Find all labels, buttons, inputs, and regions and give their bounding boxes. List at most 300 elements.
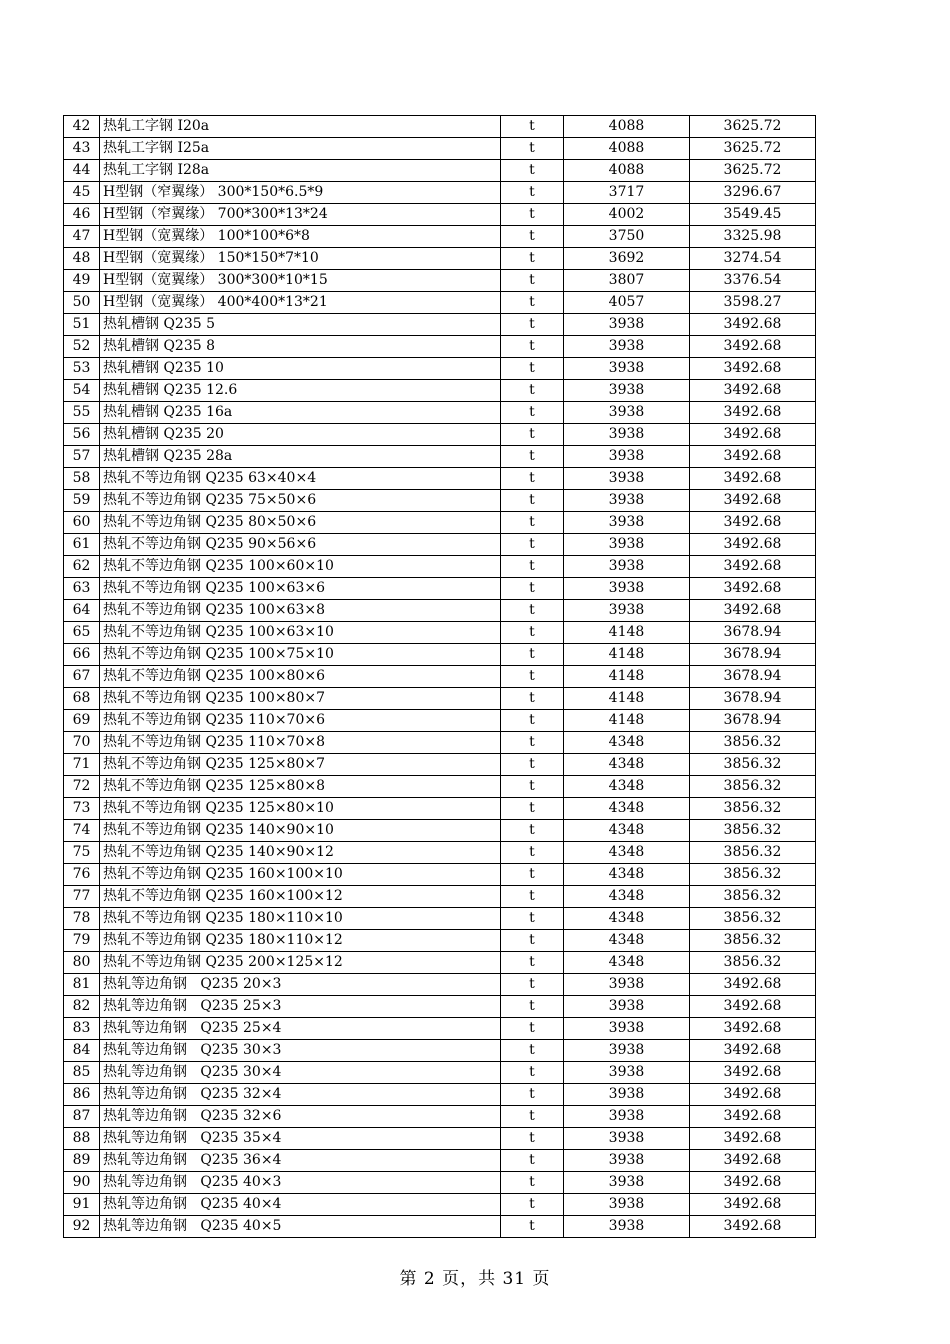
unit-cell: t — [501, 248, 564, 270]
price-tax-exclusive-cell: 3856.32 — [690, 930, 816, 952]
price-tax-exclusive-cell: 3492.68 — [690, 1062, 816, 1084]
row-number-cell: 69 — [64, 710, 100, 732]
table-row — [64, 974, 816, 996]
unit-cell: t — [501, 930, 564, 952]
material-name-cell: 热轧等边角钢 Q235 40×5 — [100, 1216, 501, 1238]
unit-cell: t — [501, 644, 564, 666]
material-name-cell: 热轧等边角钢 Q235 25×3 — [100, 996, 501, 1018]
material-name-cell: 热轧不等边角钢 Q235 125×80×7 — [100, 754, 501, 776]
price-tax-exclusive-cell: 3678.94 — [690, 666, 816, 688]
material-name-cell: H型钢（宽翼缘） 400*400*13*21 — [100, 292, 501, 314]
price-tax-inclusive-cell: 4348 — [564, 930, 690, 952]
unit-cell: t — [501, 292, 564, 314]
table-row — [64, 534, 816, 556]
table-row — [64, 1106, 816, 1128]
table-row — [64, 336, 816, 358]
row-number-cell: 72 — [64, 776, 100, 798]
price-tax-exclusive-cell: 3492.68 — [690, 1040, 816, 1062]
row-number-cell: 50 — [64, 292, 100, 314]
price-tax-exclusive-cell: 3492.68 — [690, 424, 816, 446]
price-tax-inclusive-cell: 4088 — [564, 138, 690, 160]
price-tax-exclusive-cell: 3492.68 — [690, 974, 816, 996]
price-tax-exclusive-cell: 3492.68 — [690, 512, 816, 534]
material-name-cell: 热轧不等边角钢 Q235 180×110×10 — [100, 908, 501, 930]
table-row — [64, 952, 816, 974]
table-row — [64, 930, 816, 952]
price-tax-exclusive-cell: 3856.32 — [690, 820, 816, 842]
price-tax-inclusive-cell: 3938 — [564, 424, 690, 446]
row-number-cell: 52 — [64, 336, 100, 358]
material-name-cell: 热轧槽钢 Q235 8 — [100, 336, 501, 358]
table-row — [64, 798, 816, 820]
material-name-cell: 热轧等边角钢 Q235 35×4 — [100, 1128, 501, 1150]
material-name-cell: H型钢（宽翼缘） 100*100*6*8 — [100, 226, 501, 248]
price-tax-exclusive-cell: 3678.94 — [690, 622, 816, 644]
price-tax-inclusive-cell: 4348 — [564, 798, 690, 820]
price-tax-exclusive-cell: 3492.68 — [690, 1128, 816, 1150]
table-row — [64, 1062, 816, 1084]
table-row — [64, 358, 816, 380]
row-number-cell: 51 — [64, 314, 100, 336]
material-name-cell: H型钢（宽翼缘） 150*150*7*10 — [100, 248, 501, 270]
row-number-cell: 81 — [64, 974, 100, 996]
row-number-cell: 85 — [64, 1062, 100, 1084]
unit-cell: t — [501, 556, 564, 578]
material-name-cell: 热轧槽钢 Q235 12.6 — [100, 380, 501, 402]
unit-cell: t — [501, 688, 564, 710]
material-name-cell: 热轧不等边角钢 Q235 110×70×8 — [100, 732, 501, 754]
price-tax-exclusive-cell: 3492.68 — [690, 1084, 816, 1106]
price-tax-exclusive-cell: 3492.68 — [690, 446, 816, 468]
unit-cell: t — [501, 1150, 564, 1172]
table-row — [64, 1040, 816, 1062]
material-name-cell: 热轧不等边角钢 Q235 100×63×6 — [100, 578, 501, 600]
table-row — [64, 468, 816, 490]
row-number-cell: 80 — [64, 952, 100, 974]
material-name-cell: 热轧不等边角钢 Q235 160×100×12 — [100, 886, 501, 908]
price-tax-inclusive-cell: 3938 — [564, 314, 690, 336]
table-row — [64, 116, 816, 138]
row-number-cell: 54 — [64, 380, 100, 402]
row-number-cell: 82 — [64, 996, 100, 1018]
material-name-cell: 热轧不等边角钢 Q235 200×125×12 — [100, 952, 501, 974]
price-tax-exclusive-cell: 3625.72 — [690, 160, 816, 182]
unit-cell: t — [501, 1106, 564, 1128]
material-name-cell: 热轧等边角钢 Q235 30×3 — [100, 1040, 501, 1062]
table-row — [64, 1194, 816, 1216]
material-name-cell: 热轧等边角钢 Q235 30×4 — [100, 1062, 501, 1084]
price-tax-exclusive-cell: 3492.68 — [690, 1172, 816, 1194]
table-row — [64, 820, 816, 842]
unit-cell: t — [501, 864, 564, 886]
price-tax-inclusive-cell: 4348 — [564, 842, 690, 864]
table-row — [64, 666, 816, 688]
row-number-cell: 48 — [64, 248, 100, 270]
price-tax-exclusive-cell: 3678.94 — [690, 644, 816, 666]
unit-cell: t — [501, 776, 564, 798]
price-tax-exclusive-cell: 3274.54 — [690, 248, 816, 270]
price-tax-inclusive-cell: 3938 — [564, 974, 690, 996]
price-tax-exclusive-cell: 3492.68 — [690, 314, 816, 336]
row-number-cell: 62 — [64, 556, 100, 578]
unit-cell: t — [501, 160, 564, 182]
unit-cell: t — [501, 138, 564, 160]
row-number-cell: 57 — [64, 446, 100, 468]
price-table-body — [64, 116, 816, 1238]
material-name-cell: 热轧等边角钢 Q235 40×4 — [100, 1194, 501, 1216]
row-number-cell: 61 — [64, 534, 100, 556]
price-tax-inclusive-cell: 3938 — [564, 556, 690, 578]
row-number-cell: 68 — [64, 688, 100, 710]
material-name-cell: 热轧等边角钢 Q235 40×3 — [100, 1172, 501, 1194]
table-row — [64, 446, 816, 468]
table-row — [64, 644, 816, 666]
unit-cell: t — [501, 116, 564, 138]
table-row — [64, 1216, 816, 1238]
price-tax-inclusive-cell: 4148 — [564, 710, 690, 732]
price-tax-exclusive-cell: 3492.68 — [690, 1216, 816, 1238]
page-footer: 第 2 页，共 31 页 — [399, 1269, 551, 1289]
table-row — [64, 600, 816, 622]
unit-cell: t — [501, 226, 564, 248]
unit-cell: t — [501, 732, 564, 754]
row-number-cell: 90 — [64, 1172, 100, 1194]
unit-cell: t — [501, 842, 564, 864]
price-tax-inclusive-cell: 3938 — [564, 1194, 690, 1216]
price-tax-exclusive-cell: 3376.54 — [690, 270, 816, 292]
material-name-cell: 热轧不等边角钢 Q235 100×80×6 — [100, 666, 501, 688]
price-tax-exclusive-cell: 3856.32 — [690, 908, 816, 930]
price-tax-exclusive-cell: 3492.68 — [690, 468, 816, 490]
price-tax-inclusive-cell: 3938 — [564, 358, 690, 380]
row-number-cell: 53 — [64, 358, 100, 380]
price-tax-inclusive-cell: 3692 — [564, 248, 690, 270]
unit-cell: t — [501, 270, 564, 292]
table-row — [64, 402, 816, 424]
price-tax-inclusive-cell: 3938 — [564, 578, 690, 600]
row-number-cell: 70 — [64, 732, 100, 754]
row-number-cell: 56 — [64, 424, 100, 446]
material-name-cell: 热轧等边角钢 Q235 20×3 — [100, 974, 501, 996]
price-tax-exclusive-cell: 3325.98 — [690, 226, 816, 248]
unit-cell: t — [501, 1172, 564, 1194]
row-number-cell: 88 — [64, 1128, 100, 1150]
unit-cell: t — [501, 710, 564, 732]
table-row — [64, 1172, 816, 1194]
table-row — [64, 622, 816, 644]
price-tax-inclusive-cell: 4348 — [564, 732, 690, 754]
price-tax-inclusive-cell: 3938 — [564, 1128, 690, 1150]
row-number-cell: 74 — [64, 820, 100, 842]
price-tax-inclusive-cell: 4088 — [564, 160, 690, 182]
price-tax-inclusive-cell: 3938 — [564, 490, 690, 512]
price-tax-inclusive-cell: 3938 — [564, 600, 690, 622]
price-tax-inclusive-cell: 3938 — [564, 534, 690, 556]
price-tax-inclusive-cell: 3938 — [564, 402, 690, 424]
price-tax-exclusive-cell: 3856.32 — [690, 732, 816, 754]
row-number-cell: 67 — [64, 666, 100, 688]
price-tax-inclusive-cell: 3938 — [564, 380, 690, 402]
price-tax-inclusive-cell: 3938 — [564, 996, 690, 1018]
price-tax-inclusive-cell: 3938 — [564, 1040, 690, 1062]
unit-cell: t — [501, 1216, 564, 1238]
table-row — [64, 996, 816, 1018]
price-tax-inclusive-cell: 3938 — [564, 446, 690, 468]
price-tax-exclusive-cell: 3492.68 — [690, 380, 816, 402]
material-name-cell: 热轧不等边角钢 Q235 180×110×12 — [100, 930, 501, 952]
material-name-cell: 热轧工字钢 I20a — [100, 116, 501, 138]
price-tax-inclusive-cell: 4348 — [564, 754, 690, 776]
material-name-cell: 热轧不等边角钢 Q235 140×90×12 — [100, 842, 501, 864]
table-row — [64, 160, 816, 182]
price-tax-exclusive-cell: 3492.68 — [690, 336, 816, 358]
table-row — [64, 490, 816, 512]
price-tax-exclusive-cell: 3678.94 — [690, 688, 816, 710]
unit-cell: t — [501, 974, 564, 996]
table-row — [64, 424, 816, 446]
unit-cell: t — [501, 622, 564, 644]
table-row — [64, 776, 816, 798]
table-row — [64, 204, 816, 226]
unit-cell: t — [501, 446, 564, 468]
unit-cell: t — [501, 666, 564, 688]
price-tax-exclusive-cell: 3856.32 — [690, 886, 816, 908]
price-tax-inclusive-cell: 3938 — [564, 1062, 690, 1084]
price-tax-exclusive-cell: 3492.68 — [690, 600, 816, 622]
price-tax-inclusive-cell: 3938 — [564, 468, 690, 490]
table-row — [64, 556, 816, 578]
unit-cell: t — [501, 1128, 564, 1150]
unit-cell: t — [501, 182, 564, 204]
table-row — [64, 1128, 816, 1150]
row-number-cell: 59 — [64, 490, 100, 512]
row-number-cell: 79 — [64, 930, 100, 952]
unit-cell: t — [501, 1040, 564, 1062]
table-row — [64, 688, 816, 710]
price-tax-inclusive-cell: 4057 — [564, 292, 690, 314]
material-name-cell: 热轧等边角钢 Q235 32×4 — [100, 1084, 501, 1106]
price-tax-inclusive-cell: 4148 — [564, 666, 690, 688]
price-tax-exclusive-cell: 3492.68 — [690, 1106, 816, 1128]
material-name-cell: 热轧不等边角钢 Q235 125×80×10 — [100, 798, 501, 820]
table-row — [64, 182, 816, 204]
table-row — [64, 226, 816, 248]
price-tax-inclusive-cell: 3938 — [564, 1106, 690, 1128]
material-name-cell: 热轧不等边角钢 Q235 100×63×8 — [100, 600, 501, 622]
price-tax-exclusive-cell: 3856.32 — [690, 842, 816, 864]
material-name-cell: 热轧不等边角钢 Q235 100×63×10 — [100, 622, 501, 644]
table-row — [64, 842, 816, 864]
price-tax-exclusive-cell: 3856.32 — [690, 864, 816, 886]
material-name-cell: 热轧槽钢 Q235 16a — [100, 402, 501, 424]
table-row — [64, 270, 816, 292]
price-tax-inclusive-cell: 4348 — [564, 908, 690, 930]
price-tax-inclusive-cell: 3938 — [564, 1084, 690, 1106]
material-name-cell: 热轧工字钢 I25a — [100, 138, 501, 160]
unit-cell: t — [501, 424, 564, 446]
row-number-cell: 92 — [64, 1216, 100, 1238]
row-number-cell: 73 — [64, 798, 100, 820]
price-tax-exclusive-cell: 3492.68 — [690, 1018, 816, 1040]
material-name-cell: 热轧不等边角钢 Q235 100×60×10 — [100, 556, 501, 578]
material-name-cell: H型钢（窄翼缘） 700*300*13*24 — [100, 204, 501, 226]
material-name-cell: H型钢（窄翼缘） 300*150*6.5*9 — [100, 182, 501, 204]
material-name-cell: 热轧等边角钢 Q235 25×4 — [100, 1018, 501, 1040]
row-number-cell: 84 — [64, 1040, 100, 1062]
unit-cell: t — [501, 1062, 564, 1084]
price-tax-exclusive-cell: 3856.32 — [690, 952, 816, 974]
price-tax-exclusive-cell: 3492.68 — [690, 578, 816, 600]
price-tax-exclusive-cell: 3492.68 — [690, 556, 816, 578]
price-table — [63, 115, 816, 1238]
price-tax-inclusive-cell: 3750 — [564, 226, 690, 248]
row-number-cell: 47 — [64, 226, 100, 248]
row-number-cell: 43 — [64, 138, 100, 160]
material-name-cell: 热轧工字钢 I28a — [100, 160, 501, 182]
row-number-cell: 76 — [64, 864, 100, 886]
price-tax-exclusive-cell: 3856.32 — [690, 776, 816, 798]
unit-cell: t — [501, 798, 564, 820]
price-tax-inclusive-cell: 4088 — [564, 116, 690, 138]
material-name-cell: 热轧不等边角钢 Q235 110×70×6 — [100, 710, 501, 732]
material-name-cell: 热轧不等边角钢 Q235 63×40×4 — [100, 468, 501, 490]
row-number-cell: 83 — [64, 1018, 100, 1040]
price-tax-exclusive-cell: 3492.68 — [690, 402, 816, 424]
price-tax-inclusive-cell: 4348 — [564, 952, 690, 974]
row-number-cell: 86 — [64, 1084, 100, 1106]
price-tax-exclusive-cell: 3598.27 — [690, 292, 816, 314]
price-tax-inclusive-cell: 3717 — [564, 182, 690, 204]
row-number-cell: 78 — [64, 908, 100, 930]
row-number-cell: 49 — [64, 270, 100, 292]
price-tax-inclusive-cell: 4348 — [564, 886, 690, 908]
table-row — [64, 1084, 816, 1106]
table-row — [64, 380, 816, 402]
material-name-cell: 热轧槽钢 Q235 20 — [100, 424, 501, 446]
material-name-cell: 热轧不等边角钢 Q235 100×75×10 — [100, 644, 501, 666]
table-row — [64, 248, 816, 270]
unit-cell: t — [501, 534, 564, 556]
row-number-cell: 66 — [64, 644, 100, 666]
price-tax-inclusive-cell: 4148 — [564, 644, 690, 666]
unit-cell: t — [501, 402, 564, 424]
material-name-cell: 热轧不等边角钢 Q235 100×80×7 — [100, 688, 501, 710]
material-name-cell: 热轧不等边角钢 Q235 140×90×10 — [100, 820, 501, 842]
unit-cell: t — [501, 490, 564, 512]
material-name-cell: 热轧不等边角钢 Q235 75×50×6 — [100, 490, 501, 512]
row-number-cell: 58 — [64, 468, 100, 490]
unit-cell: t — [501, 996, 564, 1018]
row-number-cell: 65 — [64, 622, 100, 644]
row-number-cell: 91 — [64, 1194, 100, 1216]
price-tax-inclusive-cell: 3938 — [564, 1018, 690, 1040]
table-row — [64, 578, 816, 600]
table-row — [64, 732, 816, 754]
table-row — [64, 512, 816, 534]
table-row — [64, 138, 816, 160]
row-number-cell: 60 — [64, 512, 100, 534]
table-row — [64, 886, 816, 908]
price-tax-inclusive-cell: 4148 — [564, 688, 690, 710]
price-tax-exclusive-cell: 3625.72 — [690, 138, 816, 160]
price-tax-inclusive-cell: 3938 — [564, 512, 690, 534]
table-row — [64, 754, 816, 776]
price-tax-exclusive-cell: 3856.32 — [690, 754, 816, 776]
unit-cell: t — [501, 908, 564, 930]
row-number-cell: 77 — [64, 886, 100, 908]
unit-cell: t — [501, 380, 564, 402]
price-tax-exclusive-cell: 3492.68 — [690, 490, 816, 512]
material-name-cell: 热轧不等边角钢 Q235 90×56×6 — [100, 534, 501, 556]
unit-cell: t — [501, 512, 564, 534]
unit-cell: t — [501, 468, 564, 490]
unit-cell: t — [501, 1194, 564, 1216]
unit-cell: t — [501, 1084, 564, 1106]
unit-cell: t — [501, 578, 564, 600]
row-number-cell: 42 — [64, 116, 100, 138]
row-number-cell: 45 — [64, 182, 100, 204]
price-tax-inclusive-cell: 3938 — [564, 336, 690, 358]
price-tax-exclusive-cell: 3492.68 — [690, 1150, 816, 1172]
material-name-cell: 热轧槽钢 Q235 10 — [100, 358, 501, 380]
unit-cell: t — [501, 314, 564, 336]
row-number-cell: 46 — [64, 204, 100, 226]
table-row — [64, 314, 816, 336]
price-tax-exclusive-cell: 3678.94 — [690, 710, 816, 732]
row-number-cell: 63 — [64, 578, 100, 600]
table-row — [64, 864, 816, 886]
price-tax-exclusive-cell: 3856.32 — [690, 798, 816, 820]
material-name-cell: 热轧不等边角钢 Q235 160×100×10 — [100, 864, 501, 886]
row-number-cell: 44 — [64, 160, 100, 182]
unit-cell: t — [501, 336, 564, 358]
price-tax-exclusive-cell: 3492.68 — [690, 1194, 816, 1216]
row-number-cell: 75 — [64, 842, 100, 864]
price-tax-inclusive-cell: 4348 — [564, 864, 690, 886]
price-tax-exclusive-cell: 3549.45 — [690, 204, 816, 226]
material-name-cell: 热轧不等边角钢 Q235 125×80×8 — [100, 776, 501, 798]
table-row — [64, 710, 816, 732]
price-tax-exclusive-cell: 3492.68 — [690, 534, 816, 556]
table-row — [64, 292, 816, 314]
unit-cell: t — [501, 820, 564, 842]
table-row — [64, 1150, 816, 1172]
unit-cell: t — [501, 600, 564, 622]
material-name-cell: 热轧槽钢 Q235 28a — [100, 446, 501, 468]
unit-cell: t — [501, 1018, 564, 1040]
price-tax-exclusive-cell: 3296.67 — [690, 182, 816, 204]
material-name-cell: 热轧槽钢 Q235 5 — [100, 314, 501, 336]
price-tax-inclusive-cell: 4002 — [564, 204, 690, 226]
table-row — [64, 908, 816, 930]
unit-cell: t — [501, 886, 564, 908]
price-tax-inclusive-cell: 3938 — [564, 1216, 690, 1238]
price-tax-exclusive-cell: 3625.72 — [690, 116, 816, 138]
price-tax-inclusive-cell: 4348 — [564, 776, 690, 798]
price-tax-inclusive-cell: 3938 — [564, 1150, 690, 1172]
row-number-cell: 89 — [64, 1150, 100, 1172]
price-tax-inclusive-cell: 3938 — [564, 1172, 690, 1194]
unit-cell: t — [501, 358, 564, 380]
price-tax-inclusive-cell: 4148 — [564, 622, 690, 644]
price-tax-exclusive-cell: 3492.68 — [690, 996, 816, 1018]
unit-cell: t — [501, 204, 564, 226]
price-tax-inclusive-cell: 4348 — [564, 820, 690, 842]
row-number-cell: 71 — [64, 754, 100, 776]
price-tax-exclusive-cell: 3492.68 — [690, 358, 816, 380]
material-name-cell: 热轧等边角钢 Q235 36×4 — [100, 1150, 501, 1172]
price-tax-inclusive-cell: 3807 — [564, 270, 690, 292]
